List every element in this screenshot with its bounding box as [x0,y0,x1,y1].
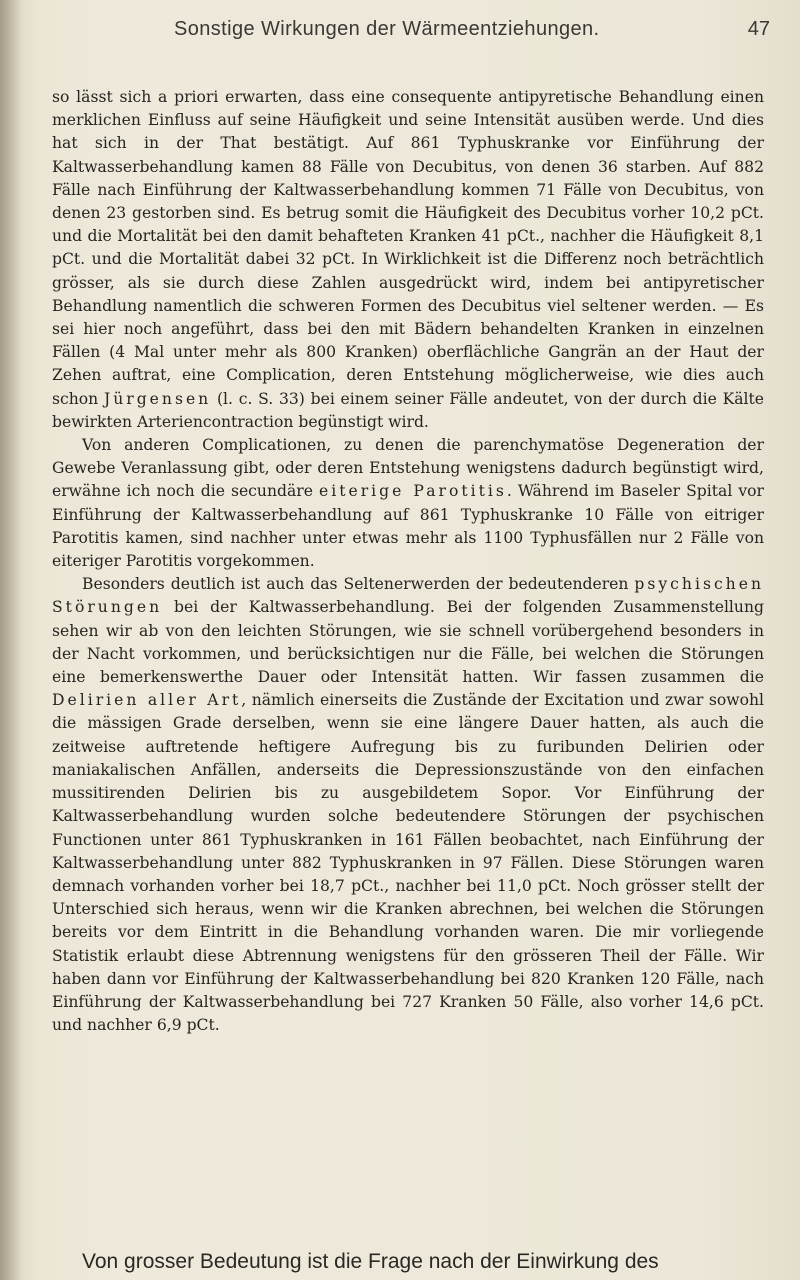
page-number: 47 [747,18,770,40]
page-header [52,14,782,50]
emphasis-psychische-stoerungen: psychischen Störungen [52,575,764,617]
running-head: Sonstige Wirkungen der Wärmeentziehungen. [174,18,600,40]
paragraph-decubitus: so lässt sich a priori erwarten, dass eine consequente antipyretische Behandlung einen merklichen Einfluss auf seine Häufigkeit und seine Intensität ausüben werde. Und dies hat sich in der That bestätigt. Auf 861 Typhuskranke vor Einführung der Kaltwasserbehandlung kamen 88 Fälle von Decubitus, von denen 36 starben. Auf 882 Fälle nach Einführung der Kaltwasserbehandlung kommen 71 Fälle von Decubitus, von denen 23 gestorben sind. Es betrug somit die Häufigkeit des Decubitus vorher 10,2 pCt. und die Mortalität bei den damit behafteten Kranken 41 pCt., nachher die Häufigkeit 8,1 pCt. und die Mortalität dabei 32 pCt. In Wirklichkeit ist die Differenz noch beträchtlich grösser, als sie durch diese Zahlen ausgedrückt wird, indem bei antipyretischer Behandlung namentlich die schweren Formen des Decubitus viel seltener werden. — Es sei hier noch angeführt, dass bei den mit Bädern behandelten Kranken in einzelnen Fällen (4 Mal unter mehr als 800 Kranken) oberflächliche Gangrän an der Haut der Zehen auftrat, eine Complication, deren Entstehung möglicherweise, wie dies auch schon Jürgensen (l. c. S. 33) bei einem seiner Fälle andeutet, von der durch die Kälte bewirkten Arteriencontraction begünstigt wird. [52,88,764,431]
paragraph-parotitis: Von anderen Complicationen, zu denen die parenchymatöse Degeneration der Gewebe Veranlassung gibt, oder deren Entstehung wenigstens dadurch begünstigt wird, erwähne ich noch die secundäre eiterige Parotitis. Während im Baseler Spital vor Einführung der Kaltwasserbehandlung auf 861 Typhuskranke 10 Fälle von eitriger Parotitis kamen, sind nachher unter etwas mehr als 1100 Typhusfällen nur 2 Fälle von eiteriger Parotitis vorgekommen. [52,436,765,571]
paragraph-psychische-stoerungen: Besonders deutlich ist auch das Seltenerwerden der bedeutenderen psychischen Störungen bei der Kaltwasserbehandlung. Bei der folgenden Zusammenstellung sehen wir ab von den leichten Störungen, wie sie schnell vorübergehend besonders in der Nacht vorkommen, und berücksichtigen nur die Fälle, bei welchen die Störungen eine bemerkenswerthe Dauer oder Intensität hatten. Wir fassen zusammen die Delirien aller Art, nämlich einerseits die Zustände der Excitation und zwar sowohl die mässigen Grade derselben, wenn sie eine längere Dauer hatten, als auch die zeitweise auftretende heftigere Aufregung bis zu furibunden Delirien oder maniakalischen Anfällen, anderseits die Depressionszustände von den einfachen mussitirenden Delirien bis zu ausgebildetem Sopor. Vor Einführung der Kaltwasserbehandlung wurden solche bedeutendere Störungen der psychischen Functionen unter 861 Typhuskranken in 161 Fällen beobachtet, nach Einführung der Kaltwasserbehandlung unter 882 Typhuskranken in 97 Fällen. Diese Störungen waren demnach vorhanden vorher bei 18,7 pCt., nachher bei 11,0 pCt. Noch grösser stellt der Unterschied sich heraus, wenn wir die Kranken abrechnen, bei welchen die Störungen bereits vor dem Eintritt in die Behandlung vorhanden waren. Die mir vorliegende Statistik erlaubt diese Abtrennung wenigstens für den grösseren Theil der Fälle. Wir haben dann vor Einführung der Kaltwasserbehandlung bei 820 Kranken 120 Fälle, nach Einführung der Kaltwasserbehandlung bei 727 Kranken 50 Fälle, also vorher 14,6 pCt. und nachher 6,9 pCt. [52,575,764,1035]
author-name-juergensen: Jürgensen [103,389,212,408]
emphasis-delirien: Delirien aller Art [52,691,242,710]
last-line: Von grosser Bedeutung ist die Frage nach der Einwirkung des [82,1250,659,1273]
emphasis-eiterige-parotitis: eiterige Parotitis [319,482,507,501]
body-text [52,86,764,1037]
binding-shadow [0,0,22,1280]
